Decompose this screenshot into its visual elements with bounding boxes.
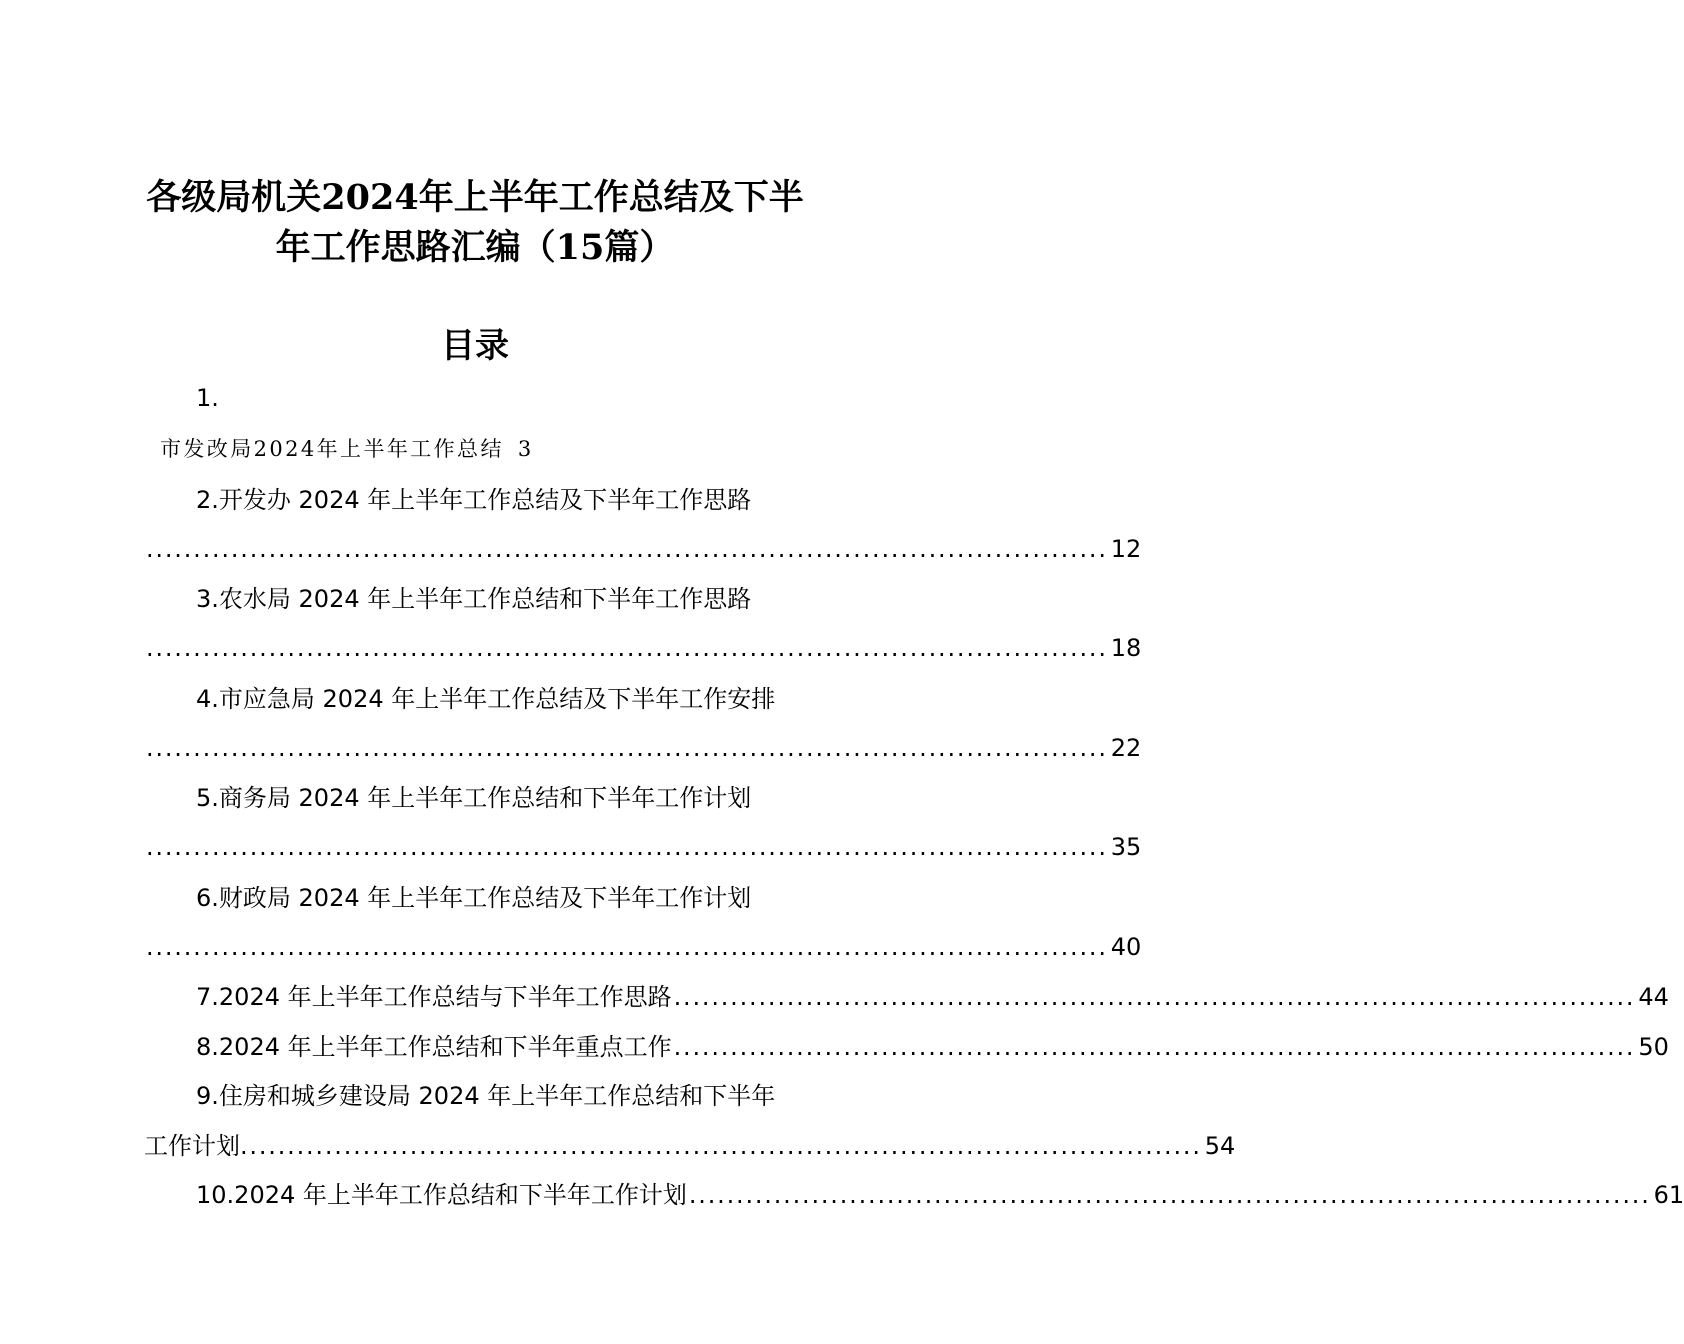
toc-entry-6-page: 40 <box>1110 933 1142 961</box>
toc-entry-6-text[interactable]: 6.财政局 2024 年上半年工作总结及下半年工作计划 <box>196 884 752 912</box>
dot-leader: ...................................................................................................... <box>146 634 1108 662</box>
toc-entry-8[interactable] <box>196 1031 1669 1063</box>
dot-leader: ...................................................................................................... <box>688 1181 1651 1209</box>
toc-entry-7-text: 7.2024 年上半年工作总结与下半年工作思路 <box>196 983 672 1011</box>
toc-entry-6-leader <box>146 931 1142 963</box>
toc-entry-5-page: 35 <box>1110 833 1142 861</box>
dot-leader: ...................................................................................................... <box>146 833 1108 861</box>
toc-entry-3-page: 18 <box>1110 634 1142 662</box>
dot-leader: ...................................................................................................... <box>240 1132 1202 1160</box>
toc-entry-4-leader <box>146 732 1142 764</box>
toc-entry-2-leader <box>146 533 1142 565</box>
toc-entry-10[interactable] <box>196 1179 1684 1211</box>
toc-entry-7-page: 44 <box>1638 983 1669 1011</box>
dot-leader: ...................................................................................................... <box>673 983 1636 1011</box>
toc-heading: 目录 <box>441 326 509 366</box>
dot-leader: ...................................................................................................... <box>146 734 1108 762</box>
toc-entry-9-text-line-1[interactable]: 9.住房和城乡建设局 2024 年上半年工作总结和下半年 <box>196 1082 776 1110</box>
toc-entry-9-page: 54 <box>1204 1132 1236 1160</box>
toc-entry-5-leader <box>146 831 1142 863</box>
toc-entry-7[interactable] <box>196 981 1669 1013</box>
toc-entry-8-page: 50 <box>1638 1033 1669 1061</box>
toc-entry-3-leader <box>146 632 1142 664</box>
toc-entry-1-text: 市发改局2024年上半年工作总结 <box>160 437 504 461</box>
toc-entry-10-page: 61 <box>1653 1181 1684 1209</box>
toc-entry-9-text-line-2: 工作计划 <box>144 1132 240 1160</box>
toc-entry-8-text: 8.2024 年上半年工作总结和下半年重点工作 <box>196 1033 672 1061</box>
toc-entry-5-text[interactable]: 5.商务局 2024 年上半年工作总结和下半年工作计划 <box>196 784 752 812</box>
dot-leader: ...................................................................................................... <box>146 535 1108 563</box>
toc-entry-2-page: 12 <box>1110 535 1142 563</box>
dot-leader: ...................................................................................................... <box>146 933 1108 961</box>
toc-entry-9-line-2[interactable] <box>144 1130 1236 1162</box>
document-title-line-2: 年工作思路汇编（15篇） <box>275 227 675 268</box>
toc-entry-10-text: 10.2024 年上半年工作总结和下半年工作计划 <box>196 1181 687 1209</box>
document-title-line-1: 各级局机关2024年上半年工作总结及下半 <box>146 177 804 218</box>
toc-entry-1-page: 3 <box>517 437 532 461</box>
toc-entry-4-text[interactable]: 4.市应急局 2024 年上半年工作总结及下半年工作安排 <box>196 685 776 713</box>
dot-leader: ...................................................................................................... <box>673 1033 1636 1061</box>
toc-entry-2-text[interactable]: 2.开发办 2024 年上半年工作总结及下半年工作思路 <box>196 486 752 514</box>
toc-entry-1[interactable] <box>160 433 531 465</box>
toc-entry-4-page: 22 <box>1110 734 1142 762</box>
toc-entry-1-number: 1. <box>196 384 219 412</box>
toc-entry-3-text[interactable]: 3.农水局 2024 年上半年工作总结和下半年工作思路 <box>196 585 752 613</box>
